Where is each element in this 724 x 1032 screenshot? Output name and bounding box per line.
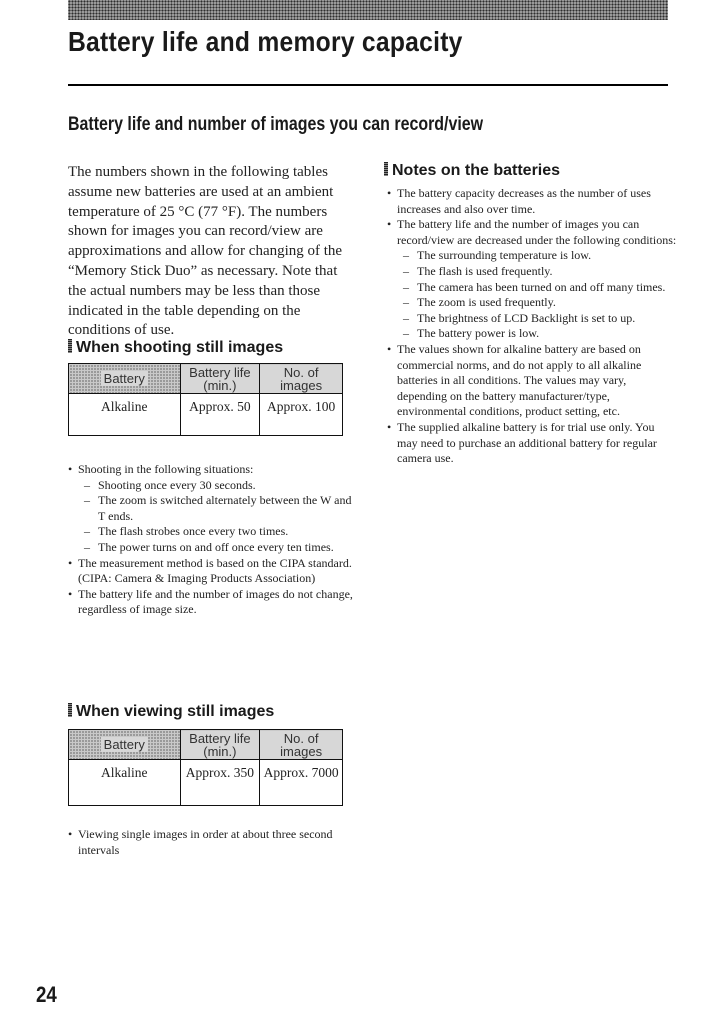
list-item: • Viewing single images in order at about three second intervals [68, 827, 333, 857]
heading-marker [384, 162, 388, 176]
table-row [69, 760, 343, 806]
sub-list-item: – The battery power is low. [403, 326, 540, 341]
table-header-row [69, 364, 343, 394]
viewing-heading-text: When viewing still images [76, 703, 275, 720]
table-header-cell: Battery [69, 364, 181, 394]
shooting-heading [68, 339, 283, 357]
table-header-cell: Battery life (min.) [180, 364, 260, 394]
table-header-cell: No. of images [260, 730, 343, 760]
table-header-row [69, 730, 343, 760]
shooting-table [68, 363, 343, 436]
table-cell: Alkaline [69, 394, 181, 436]
header-decorative-bar [68, 0, 668, 20]
sub-list-item: – The flash strobes once every two times. [84, 524, 289, 539]
shooting-notes [68, 462, 358, 618]
viewing-heading [68, 703, 274, 721]
table-header-cell: No. of images [260, 364, 343, 394]
page-number: 24 [36, 982, 57, 1007]
list-item: • The battery life and the number of images do not change, regardless of image size. [68, 586, 353, 617]
list-item: • The battery life and the number of images you can record/view are decreased under the following conditions: – The surrounding temperature is low. – The flash is used frequently. – The camera has been turned on and off many times. – The zoom is used frequently. – The brightness of LCD Backlight is set to up. – The battery power is low. [387, 217, 677, 341]
shooting-heading-text: When shooting still images [76, 339, 284, 356]
sub-list-item: – The zoom is used frequently. [403, 295, 556, 310]
table-cell: Approx. 7000 [260, 760, 343, 806]
sub-list-item: – The brightness of LCD Backlight is set to up. [403, 310, 636, 325]
table-cell: Approx. 50 [180, 394, 260, 436]
sub-list-item: – The surrounding temperature is low. [403, 248, 592, 263]
list-item: • The measurement method is based on the CIPA standard. (CIPA: Camera & Imaging Products Association) [68, 555, 352, 586]
battery-notes-heading-text: Notes on the batteries [392, 162, 561, 179]
sub-list [397, 248, 677, 342]
viewing-table [68, 729, 343, 806]
table-cell: Approx. 350 [180, 760, 260, 806]
section-title: Battery life and number of images you can record/view [68, 114, 484, 135]
list-item: • Shooting in the following situations: – Shooting once every 30 seconds. – The zoom is switched alternately between the W and T ends. – The flash strobes once every two times. – The power turns on and off once every ten times. [68, 462, 358, 556]
intro-paragraph: The numbers shown in the following tables assume new batteries are used at an ambient temperature of 25 °C (77 °F). The numbers shown for images you can record/view are approximations and allow for changing of the “Memory Stick Duo” as necessary. Note that the actual numbers may be less than those indicated in the table depending on the conditions of use. [68, 164, 343, 339]
sub-list [78, 478, 358, 556]
sub-list-item: – The camera has been turned on and off many times. [403, 279, 666, 294]
list-item: • The values shown for alkaline battery are based on commercial norms, and do not apply to all alkaline batteries in all conditions. The values may vary, depending on the battery manufacturer/type, environmental conditions, product setting, etc. [387, 341, 642, 419]
table-cell: Alkaline [69, 760, 181, 806]
battery-notes-list [387, 186, 677, 467]
table-header-cell: Battery [69, 730, 181, 760]
list-item: • The supplied alkaline battery is for trial use only. You may need to purchase an additional battery for regular camera use. [387, 419, 657, 466]
battery-notes-heading [384, 162, 560, 180]
heading-marker [68, 703, 72, 717]
viewing-notes [68, 827, 353, 858]
table-header-cell: Battery life (min.) [180, 730, 260, 760]
table-cell: Approx. 100 [260, 394, 343, 436]
sub-list-item: – Shooting once every 30 seconds. [84, 477, 256, 492]
title-divider [68, 84, 668, 86]
sub-list-item: – The zoom is switched alternately between the W and T ends. [84, 493, 352, 523]
table-row [69, 394, 343, 436]
page-title: Battery life and memory capacity [68, 26, 463, 57]
heading-marker [68, 339, 72, 353]
sub-list-item: – The power turns on and off once every ten times. [84, 539, 334, 554]
sub-list-item: – The flash is used frequently. [403, 263, 553, 278]
list-item: • The battery capacity decreases as the number of uses increases and also over time. [387, 186, 651, 216]
